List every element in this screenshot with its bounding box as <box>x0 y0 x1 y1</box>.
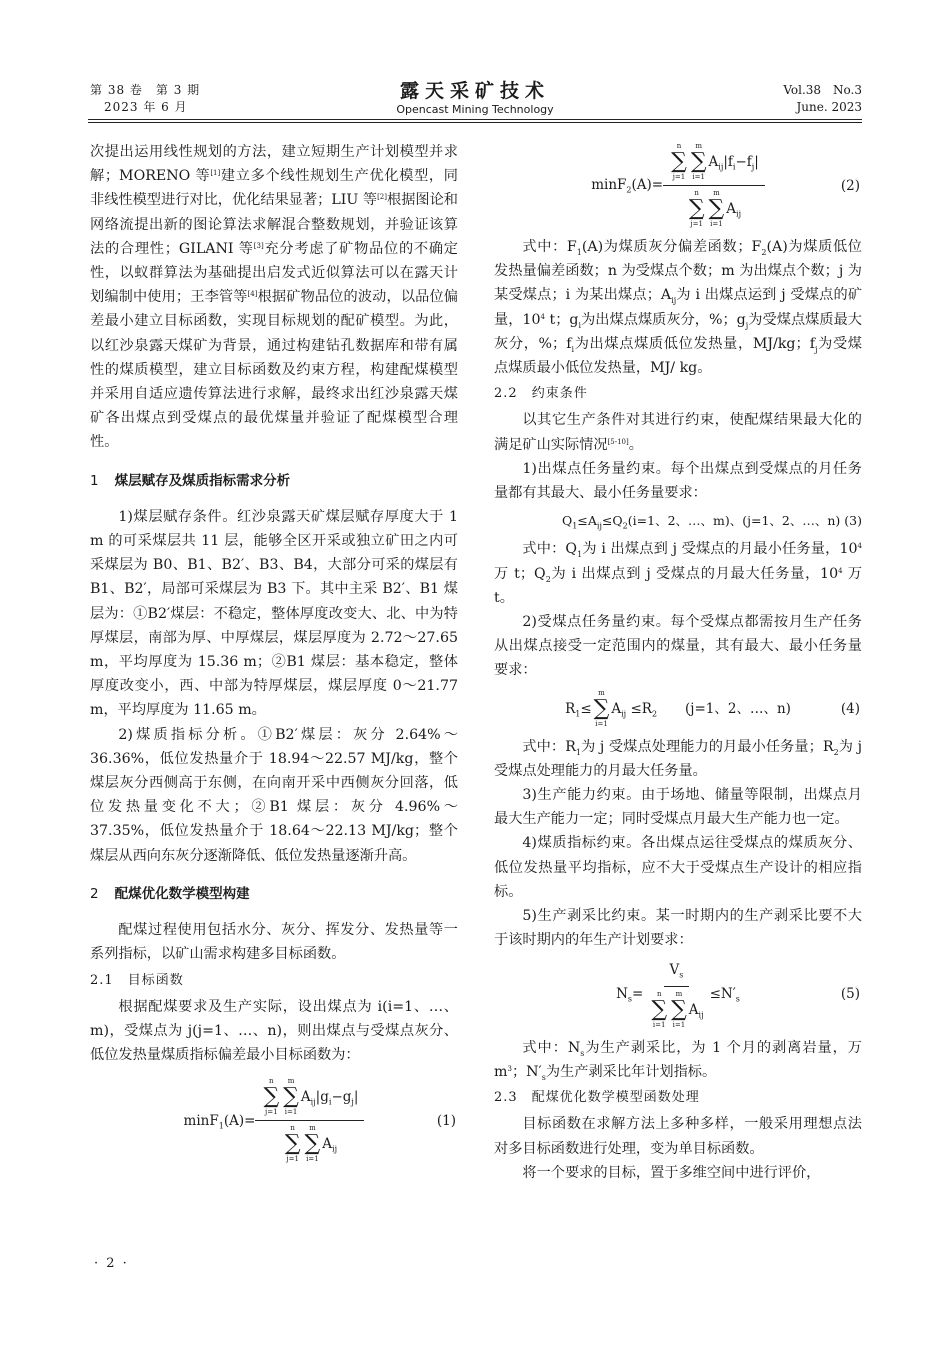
subsection-title: 配煤优化数学模型函数处理 <box>531 1090 700 1106</box>
subsection-number: 2.3 <box>494 1090 518 1106</box>
page-number: · 2 · <box>94 1256 129 1271</box>
paragraph-symbols-3: 式中：$Q_1$为 i 出煤点到 j 受煤点的月最小任务量，$10^4$ 万 t；$Q_2$为 i 出煤点到 j 受煤点的月最大任务量，$10^4$ 万 t。 <box>494 541 863 606</box>
equation-range: (j=1、2、…、n) <box>685 700 791 717</box>
paragraph-symbols-5: 式中：$N_s$为生产剥采比，为 1 个月的剥离岩量，万 $m^3$；$N'_s$为生产剥采比年计划指标。 <box>494 1039 862 1082</box>
journal-subtitle: Opencast Mining Technology <box>396 103 554 116</box>
equation-1: minF$_1$(A)= n ∑ j=1 m ∑ i=1 $A_{ij}|g_i-g_j|$ n ∑ j=1 m ∑ i=1 $A_{ij}$ (1) <box>183 1077 456 1164</box>
publish-date-en: June. 2023 <box>796 100 862 114</box>
paragraph-stripping-constraint: 5)生产剥采比约束。某一时期内的生产剥采比要不大于该时期内的年生产计划要求： <box>494 908 862 949</box>
paragraph-output-constraint: 1)出煤点任务量约束。每个出煤点到受煤点的月任务量都有其最大、最小任务量要求： <box>494 460 862 502</box>
volume-issue: 第 38 卷 第 3 期 <box>90 83 201 97</box>
header-rule-bottom <box>88 122 862 123</box>
intro-paragraph: 次提出运用线性规划的方法，建立短期生产计划模型并求解；MORENO 等[1]建立多个线性规划生产优化模型，同非线性模型进行对比，优化结果显著；LIU 等[2]根据图论和网络流提出新的图论算法求解混合整数规划，并验证该算法的合理性；GILANI 等[3]充分考虑了矿物品位的不确定性，以蚁群算法为基础提出启发式近似算法可以在露天计划编制中使用；王李管等[4]根据矿物品位的波动，以品位偏差最小建立目标函数，实现目标规划的配矿模型。为此，以红沙泉露天煤矿为背景，通过构建钻孔数据库和带有属性的煤质模型，建立目标函数及约束方程，构建配煤模型并采用自适应遗传算法进行求解，最终求出红沙泉露天煤矿各出煤点到受煤点的最优煤量并验证了配煤模型合理性。 <box>90 144 458 451</box>
subsection-number: 2.2 <box>494 386 518 402</box>
header-right <box>783 82 862 116</box>
paragraph-symbols-4: 式中：$R_1$为 j 受煤点处理能力的月最小任务量；$R_2$为 j 受煤点处理能力的月最大任务量。 <box>494 738 862 779</box>
subsection-2-2-heading <box>494 382 862 406</box>
subsection-number: 2.1 <box>90 972 114 988</box>
publish-date: 2023 年 6 月 <box>104 100 188 114</box>
paragraph-constraints-intro: 以其它生产条件对其进行约束，使配煤结果最大化的满足矿山实际情况[5-10]。 <box>494 412 862 453</box>
section-title: 煤层赋存及煤质指标需求分析 <box>114 472 291 489</box>
paragraph-symbols-2: 式中：$F_1(A)$为煤质灰分偏差函数；$F_2(A)$为煤质低位发热量偏差函数；n 为受煤点个数；m 为出煤点个数；j 为某受煤点；i 为某出煤点；$A_{ij}$为 i 出煤点运到 j 受煤点的矿量，$10^4$ t；$g_i$为出煤点煤质灰分，%；$g_j$为受煤点煤质最大灰分，%；$f_i$为出煤点煤质低位发热量，MJ/kg；$f_j$为受煤点煤质最小低位发热量，MJ/ kg。 <box>494 239 863 377</box>
journal-title: 露天采矿技术 <box>399 80 550 102</box>
equation-2: minF$_2$(A)= n ∑ j=1 m ∑ i=1 $A_{ij}|f_i-f_j|$ n ∑ j=1 m ∑ i=1 $A_{ij}$ (2) <box>591 142 860 228</box>
paragraph-function-processing: 目标函数在求解方法上多种多样，一般采用理想点法对多目标函数进行处理，变为单目标函数。 <box>494 1116 862 1157</box>
paragraph-objective: 根据配煤要求及生产实际，设出煤点为 i(i=1、…、m)，受煤点为 j(j=1、…、n)，则出煤点与受煤点灰分、低位发热量煤质指标偏差最小目标函数为： <box>90 998 458 1064</box>
section-2-heading <box>90 882 458 906</box>
section-number: 1 <box>90 472 99 489</box>
section-title: 配煤优化数学模型构建 <box>114 885 250 902</box>
paragraph-receiver-constraint: 2)受煤点任务量约束。每个受煤点都需按月生产任务从出煤点接受一定范围内的煤量，其有最大、最小任务量要求： <box>494 614 862 679</box>
equation-number: (4) <box>840 700 860 717</box>
equation-4: $R_1\le$ m ∑ i=1 $A_{ij} \le R_2$ (j=1、2、…、n) (4) <box>565 688 860 728</box>
section-1-heading <box>90 469 458 493</box>
subsection-title: 目标函数 <box>127 972 184 988</box>
paragraph-quality-constraint: 4)煤质指标约束。各出煤点运往受煤点的煤质灰分、低位发热量平均指标，应不大于受煤点生产设计的相应指标。 <box>494 835 862 900</box>
paragraph-blending-intro: 配煤过程使用包括水分、灰分、挥发分、发热量等一系列指标，以矿山需求构建多目标函数。 <box>90 922 458 963</box>
paragraph-quality-analysis: 2)煤质指标分析。①B2′煤层：灰分 2.64%～36.36%，低位发热量介于 18.94～22.57 MJ/kg，整个煤层灰分西侧高于东侧，在向南开采中西侧灰分回落，低位发热量变化不大；②B1 煤层：灰分 4.96%～37.35%，低位发热量介于 18.64～22.13 MJ/kg；整个煤层从西向东灰分逐渐降低、低位发热量逐渐升高。 <box>90 726 458 864</box>
equation-3: $Q_1\le A_{ij}\le Q_2(i=1$、2、…、m)、(j=1、2、…、n) (3) <box>562 513 862 531</box>
paragraph-capacity-constraint: 3)生产能力约束。由于场地、储量等限制，出煤点月最大生产能力一定；同时受煤点月最大生产能力也一定。 <box>494 787 862 828</box>
subsection-2-3-heading <box>494 1086 862 1110</box>
paragraph-evaluation: 将一个要求的目标，置于多维空间中进行评价， <box>522 1164 821 1181</box>
volume-issue-en: Vol.38 No.3 <box>783 83 862 97</box>
paragraph-seam-conditions: 1)煤层赋存条件。红沙泉露天矿煤层赋存厚度大于 1 m 的可采煤层共 11 层，能够全区开采或独立矿田之内可采煤层为 B0、B1、B2′、B3、B4，大部分可采的煤层有 B1、B2′，局部可采煤层为 B3 下。其中主采 B2′、B1 煤层为：①B2′煤层：不稳定，整体厚度改变大、北、中为特厚煤层，南部为厚、中厚煤层，煤层厚度为 2.72～27.65 m，平均厚度为 15.36 m；②B1 煤层：基本稳定，整体厚度改变小，西、中部为特厚煤层，煤层厚度 0～21.77 m，平均厚度为 11.65 m。 <box>90 508 458 719</box>
equation-number: (1) <box>436 1112 456 1129</box>
equation-5: $N_s=$ $V_s$ n ∑ i=1 m ∑ i=1 $A_{ij}$ $\le N'_s$ (5) <box>494 958 862 1029</box>
subsection-title: 约束条件 <box>531 386 588 402</box>
equation-number: (5) <box>840 985 860 1002</box>
left-column <box>90 140 458 1170</box>
equation-number: (2) <box>840 177 860 194</box>
section-number: 2 <box>90 885 99 902</box>
header-rule-top <box>88 119 862 120</box>
subsection-2-1-heading <box>90 969 458 993</box>
right-column <box>494 140 862 1185</box>
